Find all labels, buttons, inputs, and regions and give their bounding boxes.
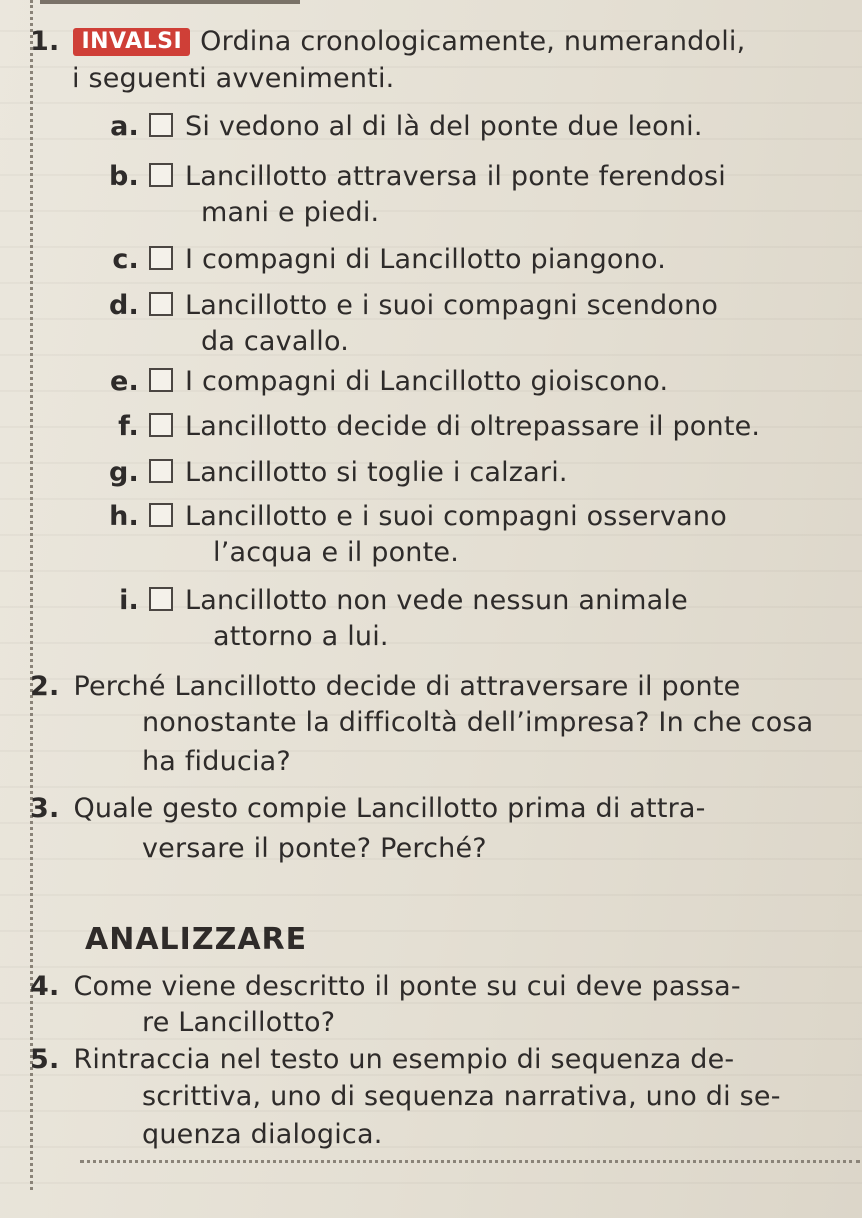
item-letter: b. xyxy=(109,161,139,192)
margin-dotted-line xyxy=(30,0,33,1190)
item-letter: d. xyxy=(109,290,139,321)
item-text: I compagni di Lancillotto gioiscono. xyxy=(185,366,669,397)
item-letter: i. xyxy=(119,585,139,616)
invalsi-badge: INVALSI xyxy=(73,28,190,56)
question-text-cont: quenza dialogica. xyxy=(142,1119,383,1150)
item-text: Lancillotto decide di oltrepassare il ponte. xyxy=(185,411,761,442)
list-item-c xyxy=(95,243,666,277)
question-text: Come viene descritto il ponte su cui deve passa- xyxy=(73,971,741,1002)
question-text-cont: nonostante la difficoltà dell’impresa? In che cosa xyxy=(142,707,814,738)
exercise-2 xyxy=(30,670,740,704)
instruction-text: Ordina cronologicamente, numerandoli, xyxy=(200,26,746,57)
exercise-number: 2. xyxy=(30,671,60,702)
number-box[interactable] xyxy=(149,163,173,187)
list-item-b xyxy=(95,160,726,194)
item-text-cont: da cavallo. xyxy=(201,326,350,357)
item-letter: g. xyxy=(109,457,139,488)
item-text: Si vedono al di là del ponte due leoni. xyxy=(185,111,703,142)
bottom-dotted-line xyxy=(80,1160,860,1163)
section-heading-analizzare: ANALIZZARE xyxy=(85,922,308,957)
item-text-cont: mani e piedi. xyxy=(201,197,380,228)
exercise-3 xyxy=(30,792,706,826)
question-text-cont: ha fiducia? xyxy=(142,746,291,777)
top-rule xyxy=(40,0,300,4)
exercise-1-instruction xyxy=(30,25,745,59)
list-item-d xyxy=(95,289,718,323)
exercise-1-instruction-cont: i seguenti avvenimenti. xyxy=(72,63,395,94)
list-item-f xyxy=(95,410,760,444)
list-item-i xyxy=(95,584,688,618)
number-box[interactable] xyxy=(149,587,173,611)
item-text: Lancillotto attraversa il ponte ferendosi xyxy=(185,161,727,192)
list-item-e xyxy=(95,365,668,399)
item-letter: h. xyxy=(109,501,139,532)
item-text: Lancillotto non vede nessun animale xyxy=(185,585,688,616)
question-text-cont: re Lancillotto? xyxy=(142,1007,336,1038)
question-text: Perché Lancillotto decide di attraversare il ponte xyxy=(73,671,741,702)
question-text-cont: scrittiva, uno di sequenza narrativa, uno di se- xyxy=(142,1081,781,1112)
number-box[interactable] xyxy=(149,113,173,137)
number-box[interactable] xyxy=(149,413,173,437)
question-text-cont: versare il ponte? Perché? xyxy=(142,833,487,864)
item-text: Lancillotto e i suoi compagni osservano xyxy=(185,501,727,532)
item-text: I compagni di Lancillotto piangono. xyxy=(185,244,666,275)
item-letter: a. xyxy=(110,111,139,142)
item-text-cont: l’acqua e il ponte. xyxy=(213,537,459,568)
exercise-4 xyxy=(30,970,741,1004)
exercise-number: 3. xyxy=(30,793,60,824)
question-text: Rintraccia nel testo un esempio di sequenza de- xyxy=(73,1044,735,1075)
item-letter: e. xyxy=(110,366,139,397)
item-letter: f. xyxy=(118,411,139,442)
question-text: Quale gesto compie Lancillotto prima di attra- xyxy=(73,793,706,824)
list-item-g xyxy=(95,456,568,490)
list-item-h xyxy=(95,500,727,534)
number-box[interactable] xyxy=(149,246,173,270)
number-box[interactable] xyxy=(149,292,173,316)
exercise-number: 5. xyxy=(30,1044,60,1075)
list-item-a xyxy=(95,110,703,144)
item-text: Lancillotto si toglie i calzari. xyxy=(185,457,568,488)
number-box[interactable] xyxy=(149,459,173,483)
number-box[interactable] xyxy=(149,368,173,392)
item-letter: c. xyxy=(112,244,139,275)
exercise-5 xyxy=(30,1043,734,1077)
exercise-number: 4. xyxy=(30,971,60,1002)
item-text-cont: attorno a lui. xyxy=(213,621,389,652)
item-text: Lancillotto e i suoi compagni scendono xyxy=(185,290,719,321)
number-box[interactable] xyxy=(149,503,173,527)
exercise-number: 1. xyxy=(30,26,60,57)
